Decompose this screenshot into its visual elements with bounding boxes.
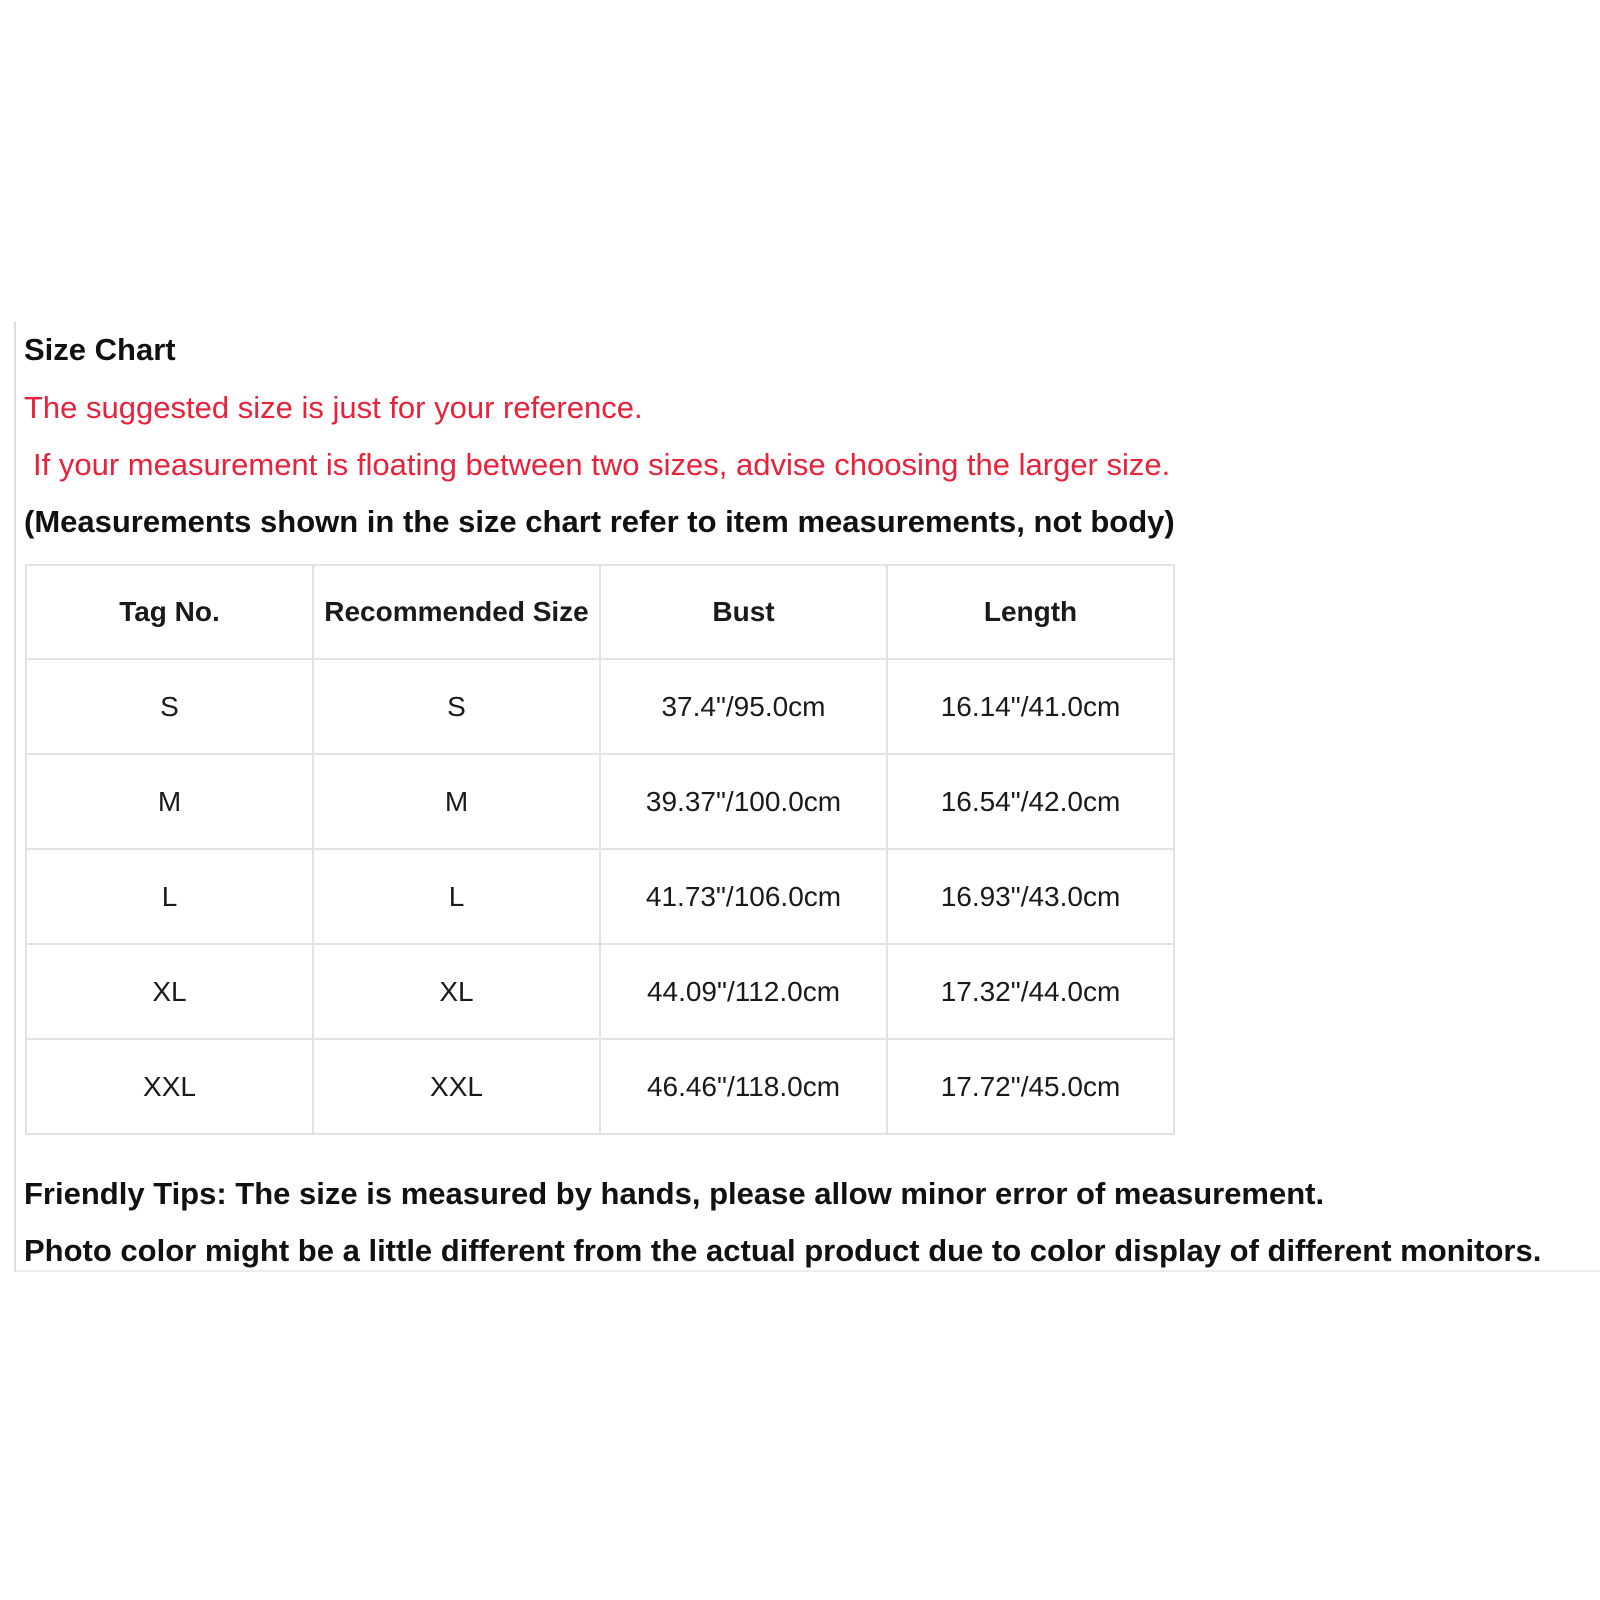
color-disclaimer: Photo color might be a little different from the actual product due to color display of different monitors. (24, 1233, 1542, 1268)
header-tag-no: Tag No. (26, 565, 313, 659)
cell-recommended-size: S (313, 659, 600, 754)
cell-bust: 44.09"/112.0cm (600, 944, 887, 1039)
header-recommended-size: Recommended Size (313, 565, 600, 659)
table-header-row (26, 565, 1174, 659)
cell-recommended-size: XXL (313, 1039, 600, 1134)
header-length: Length (887, 565, 1174, 659)
size-advice-note: If your measurement is floating between two sizes, advise choosing the larger size. (33, 447, 1171, 482)
measurement-note: (Measurements shown in the size chart refer to item measurements, not body) (24, 504, 1175, 539)
page-title: Size Chart (24, 332, 176, 367)
cell-bust: 39.37"/100.0cm (600, 754, 887, 849)
cell-tag-no: L (26, 849, 313, 944)
cell-tag-no: S (26, 659, 313, 754)
table-row (26, 659, 1174, 754)
cell-length: 17.72"/45.0cm (887, 1039, 1174, 1134)
cell-tag-no: XL (26, 944, 313, 1039)
cell-length: 16.93"/43.0cm (887, 849, 1174, 944)
cell-length: 17.32"/44.0cm (887, 944, 1174, 1039)
reference-note: The suggested size is just for your reference. (24, 390, 643, 425)
size-table (25, 564, 1175, 1135)
cell-recommended-size: M (313, 754, 600, 849)
cell-bust: 46.46"/118.0cm (600, 1039, 887, 1134)
cell-tag-no: XXL (26, 1039, 313, 1134)
table-row (26, 849, 1174, 944)
cell-length: 16.54"/42.0cm (887, 754, 1174, 849)
table-row (26, 944, 1174, 1039)
cell-length: 16.14"/41.0cm (887, 659, 1174, 754)
table-row (26, 1039, 1174, 1134)
header-bust: Bust (600, 565, 887, 659)
friendly-tip: Friendly Tips: The size is measured by hands, please allow minor error of measurement. (24, 1176, 1325, 1211)
cell-bust: 37.4"/95.0cm (600, 659, 887, 754)
cell-tag-no: M (26, 754, 313, 849)
table-row (26, 754, 1174, 849)
cell-recommended-size: L (313, 849, 600, 944)
cell-bust: 41.73"/106.0cm (600, 849, 887, 944)
cell-recommended-size: XL (313, 944, 600, 1039)
